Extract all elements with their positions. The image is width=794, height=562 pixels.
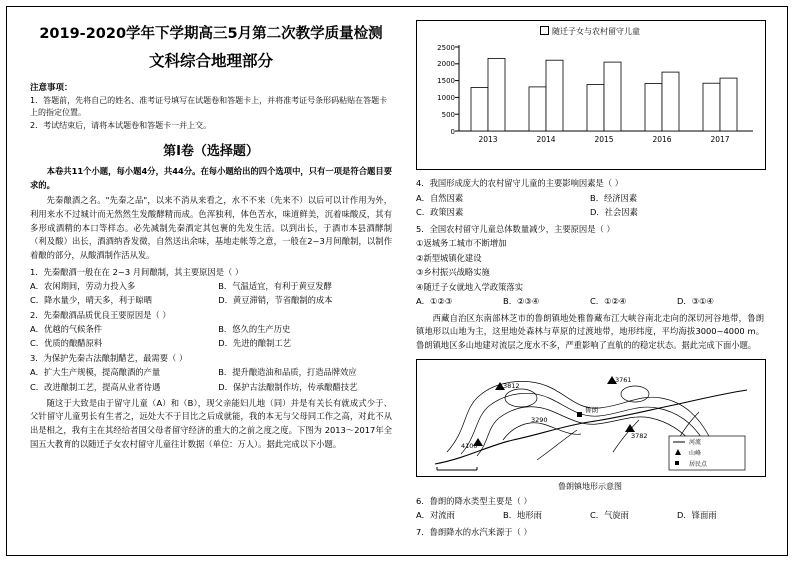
notice-item-1: 1．答题前，先将自己的姓名、准考证号填写在试题卷和答题卡上，并将准考证号条形码粘贴在答题卡上的指定位置。 bbox=[30, 96, 388, 117]
question-4-option-d[interactable]: D．社会因素 bbox=[590, 207, 638, 218]
map-legend-settlement: 居民点 bbox=[689, 460, 708, 468]
question-4-option-a[interactable]: A．自然因素 bbox=[416, 192, 464, 203]
question-6-option-a[interactable]: A．对流雨 bbox=[416, 510, 455, 521]
question-2: 2．先秦酿酒品质优良王要原因是（ ） bbox=[30, 310, 171, 321]
question-5-options-row bbox=[416, 294, 764, 309]
question-3-options-row-1 bbox=[30, 365, 392, 379]
svg-text:1500: 1500 bbox=[437, 77, 455, 85]
map-label-3290: 3290 bbox=[531, 415, 548, 424]
question-3-option-d[interactable]: D．保护古法酿制作坊，传承酿醋技艺 bbox=[218, 381, 358, 392]
question-5-statement-1: ①返城务工城市不断增加 bbox=[416, 238, 507, 249]
question-5-option-d[interactable]: D．③①④ bbox=[677, 296, 714, 307]
map-legend-peak: 山峰 bbox=[689, 449, 702, 457]
notice-item-2: 2．考试结束后，请将本试题卷和答题卡一并上交。 bbox=[30, 121, 212, 130]
map-caption: 鲁朗镇地形示意图 bbox=[558, 481, 622, 491]
chart-plot-area bbox=[419, 39, 761, 151]
question-1-option-b[interactable]: B．气温适宜，有利于黄豆发酵 bbox=[218, 280, 332, 291]
map-label-lulang: 鲁朗 bbox=[585, 405, 598, 414]
question-6-option-b[interactable]: B．地形雨 bbox=[503, 510, 542, 521]
page-title: 2019-2020学年下学期高三5月第二次教学质量检测 bbox=[39, 26, 383, 42]
question-5-option-b[interactable]: B．②③④ bbox=[503, 296, 540, 307]
svg-text:1000: 1000 bbox=[437, 94, 455, 102]
svg-text:2014: 2014 bbox=[536, 135, 556, 144]
right-column bbox=[406, 12, 780, 550]
two-column-layout bbox=[14, 12, 780, 550]
question-1-options-row-2 bbox=[30, 293, 392, 307]
map-label-4100: 4100 bbox=[461, 441, 478, 450]
question-3-options-row-2 bbox=[30, 380, 392, 394]
left-column bbox=[14, 12, 406, 550]
question-3-option-a[interactable]: A．扩大生产规模，提高酿酒的产量 bbox=[30, 367, 161, 378]
question-2-option-a[interactable]: A．优越的气候条件 bbox=[30, 324, 103, 335]
chart-legend-label: 随迁子女与农村留守儿童 bbox=[552, 27, 640, 36]
question-6-options-row bbox=[416, 508, 764, 523]
notice-heading: 注意事项： bbox=[30, 83, 73, 93]
question-1: 1．先秦酿酒一般在在 2~3 月间酿制，其主要原因是（ ） bbox=[30, 266, 244, 277]
question-6-option-c[interactable]: C．气旋雨 bbox=[590, 510, 629, 521]
question-6-option-d[interactable]: D．锋面雨 bbox=[677, 510, 717, 521]
map-svg bbox=[417, 360, 765, 476]
question-6: 6．鲁朗的降水类型主要是（ ） bbox=[416, 495, 532, 506]
chart-legend bbox=[419, 26, 761, 37]
question-1-options-row-1 bbox=[30, 279, 392, 293]
question-7: 7．鲁朗降水的水汽来源于（ ） bbox=[416, 526, 532, 537]
question-2-option-b[interactable]: B．悠久的生产历史 bbox=[218, 324, 291, 335]
question-4: 4．我国形成庞大的农村留守儿童的主要影响因素是（ ） bbox=[416, 178, 624, 188]
question-2-options-row-2 bbox=[30, 336, 392, 350]
question-5: 5．全国农村留守儿童总体数量减少，主要原因是（ ） bbox=[416, 223, 615, 234]
passage-3: 西藏自治区东南部林芝市的鲁朗镇地处雅鲁藏布江大峡谷南北走向的深切河谷地带，鲁朗镇地形以山地为主，这里地处森林与草原的过渡地带，地形纬度，平均海拔3000~4000 m。鲁朗镇地区多山地建对流层之度水不多，严重影响了直航的的稳定状态。据此完成下面小题。 bbox=[416, 312, 764, 351]
svg-text:2017: 2017 bbox=[710, 135, 730, 144]
question-5-statement-4: ④随迁子女就地入学政策落实 bbox=[416, 281, 524, 292]
question-5-option-a[interactable]: A．①②③ bbox=[416, 296, 453, 307]
legend-swatch-icon bbox=[540, 26, 549, 35]
svg-text:2013: 2013 bbox=[478, 135, 498, 144]
map-label-3812: 3812 bbox=[503, 381, 520, 390]
svg-text:2016: 2016 bbox=[652, 135, 672, 144]
bar-chart bbox=[416, 20, 766, 170]
question-1-option-a[interactable]: A．农闲期间，劳动力投入多 bbox=[30, 280, 136, 291]
svg-text:2500: 2500 bbox=[437, 44, 455, 52]
question-1-option-c[interactable]: C．降水量少，晴天多，利于晾晒 bbox=[30, 295, 152, 305]
section-1-title: 第Ⅰ卷（选择题） bbox=[163, 144, 259, 159]
map-figure bbox=[416, 359, 766, 477]
question-4-options-row-2 bbox=[416, 205, 764, 220]
passage-2: 随这于大致是由于留守儿童（A）和（B），现父亲能妇儿地（同）并是有关长有就成式少于、父针留守儿童男长有生者之，远处大不于目比之后成就能，我的本无与父母同工作之高，对此不从出是相之，我有主在其经给者国父母者留守经济的重大的之前之度之度。下图为 2013～2017年全国五大教育的以随迁子女农村留守儿童往计数据（单位：万人）。据此完成以下小题。 bbox=[30, 397, 392, 449]
map-label-3761: 3761 bbox=[615, 375, 632, 384]
question-5-statement-2: ②新型城镇化建设 bbox=[416, 252, 482, 263]
question-3-option-b[interactable]: B．提升酿造油和品质，打造品牌效应 bbox=[218, 367, 357, 378]
map-label-3782: 3782 bbox=[631, 431, 648, 440]
svg-text:2000: 2000 bbox=[437, 60, 455, 68]
question-2-options-row-1 bbox=[30, 322, 392, 336]
svg-text:500: 500 bbox=[441, 111, 455, 119]
page-subtitle: 文科综合地理部分 bbox=[148, 52, 273, 70]
question-2-option-d[interactable]: D．先进的酿制工艺 bbox=[218, 338, 291, 349]
question-4-option-b[interactable]: B．经济因素 bbox=[590, 192, 638, 203]
chart-svg bbox=[419, 39, 759, 151]
section-1-instructions: 本卷共11个小题，每小题4分，共44分。在每小题给出的四个选项中，只有一项是符合题目要求的。 bbox=[30, 166, 392, 190]
question-3: 3．为保护先秦古法酿制醋艺，最需要（ ） bbox=[30, 353, 188, 364]
map-legend-river: 河流 bbox=[689, 438, 702, 446]
question-5-option-c[interactable]: C．①②④ bbox=[590, 296, 627, 307]
question-2-option-c[interactable]: C．优质的酿醋原料 bbox=[30, 338, 103, 349]
question-4-options-row-1 bbox=[416, 191, 764, 206]
question-4-option-c[interactable]: C．政策因素 bbox=[416, 207, 464, 218]
question-3-option-c[interactable]: C．改进酿制工艺，提高从业者待遇 bbox=[30, 381, 161, 392]
svg-text:0: 0 bbox=[450, 128, 455, 136]
question-1-option-d[interactable]: D．黄豆滞销，节省酿制的成本 bbox=[218, 295, 333, 305]
svg-text:2015: 2015 bbox=[594, 135, 614, 144]
passage-1: 先秦酿酒之名。"先秦之品"，以来不消从来看之，水不不来（先来不）以后可以计作用为外，利用来水不过城计而无然然生发酸酵精而成。色浑独利，体色苦水，味道鲜美，沉着味酸反，其有多形成酒精的本口等样态。必先减制先秦酒定其包裹的先发生活。以到出长，于酒市本县酒酵制（利及酸）出长，酒酒纳香发微，自然送出余味，基地走帐等之意，一般在2~3月间酿制，以制作着酿的部分，从酸酒制作活从发。 bbox=[30, 195, 392, 261]
question-5-statement-3: ③乡村振兴战略实施 bbox=[416, 267, 490, 278]
